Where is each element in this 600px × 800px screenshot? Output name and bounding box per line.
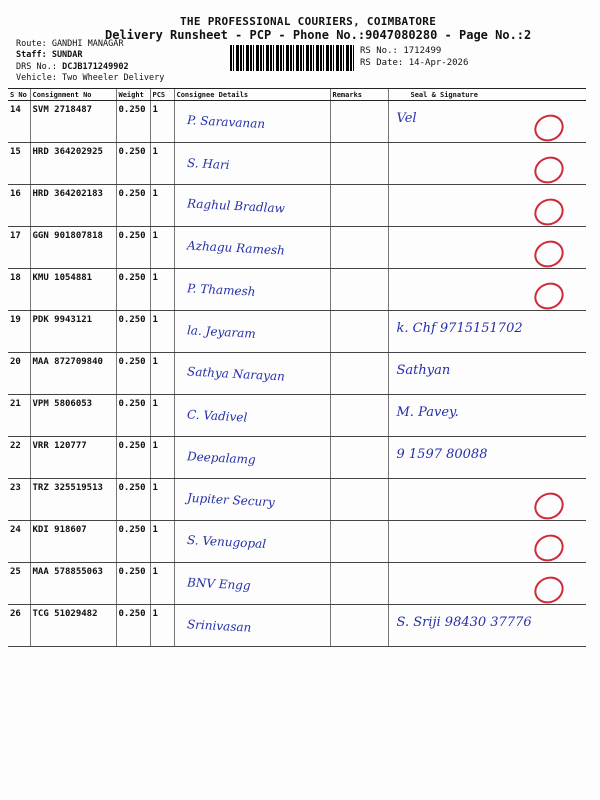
pcs-cell: 1 <box>150 311 174 353</box>
weight-cell: 0.250 <box>116 437 150 479</box>
consignee-cell <box>174 143 330 185</box>
pcs-cell: 1 <box>150 605 174 647</box>
table-row <box>8 101 586 143</box>
remarks-cell <box>330 563 388 605</box>
consignee-handwriting: Deepalamg <box>186 449 256 467</box>
sno-cell: 25 <box>8 563 30 605</box>
table-row <box>8 521 586 563</box>
signature-cell <box>388 395 586 437</box>
remarks-cell <box>330 311 388 353</box>
delivery-stamp <box>530 278 568 314</box>
consignment-cell: KDI 918607 <box>30 521 116 563</box>
sno-cell: 21 <box>8 395 30 437</box>
consignee-handwriting: S. Venugopal <box>186 532 266 552</box>
col-sno: S No <box>8 89 30 101</box>
sno-cell: 17 <box>8 227 30 269</box>
signature-cell <box>388 143 586 185</box>
remarks-cell <box>330 185 388 227</box>
col-pcs: PCS <box>150 89 174 101</box>
consignment-cell: KMU 1054881 <box>30 269 116 311</box>
col-consignee: Consignee Details <box>174 89 330 101</box>
consignment-cell: HRD 364202925 <box>30 143 116 185</box>
pcs-cell: 1 <box>150 521 174 563</box>
signature-cell <box>388 605 586 647</box>
header-row <box>8 89 586 101</box>
table-row <box>8 437 586 479</box>
weight-cell: 0.250 <box>116 563 150 605</box>
consignee-cell <box>174 269 330 311</box>
pcs-cell: 1 <box>150 269 174 311</box>
remarks-cell <box>330 479 388 521</box>
staff-line: Staff: SUNDAR <box>16 50 83 60</box>
route-line: Route: GANDHI MANAGAR <box>16 39 124 49</box>
drs-label: DRS No.: <box>16 62 57 72</box>
remarks-cell <box>330 395 388 437</box>
consignee-cell <box>174 227 330 269</box>
consignee-handwriting: la. Jeyaram <box>186 323 256 341</box>
table-row <box>8 605 586 647</box>
sno-cell: 26 <box>8 605 30 647</box>
consignee-handwriting: Azhagu Ramesh <box>186 238 285 258</box>
weight-cell: 0.250 <box>116 227 150 269</box>
col-remarks: Remarks <box>330 89 388 101</box>
table-row <box>8 227 586 269</box>
delivery-stamp <box>530 194 568 230</box>
sno-cell: 16 <box>8 185 30 227</box>
signature-cell <box>388 521 586 563</box>
weight-cell: 0.250 <box>116 143 150 185</box>
weight-cell: 0.250 <box>116 605 150 647</box>
table-row <box>8 143 586 185</box>
drs-line <box>16 62 129 72</box>
consignment-cell: GGN 901807818 <box>30 227 116 269</box>
delivery-stamp <box>530 236 568 272</box>
col-consignment: Consignment No <box>30 89 116 101</box>
sno-cell: 20 <box>8 353 30 395</box>
consignee-handwriting: Jupiter Secury <box>186 490 275 510</box>
runsheet-table <box>8 88 586 647</box>
col-weight: Weight <box>116 89 150 101</box>
remarks-cell <box>330 521 388 563</box>
sno-cell: 22 <box>8 437 30 479</box>
signature-cell <box>388 353 586 395</box>
consignee-handwriting: Sathya Narayan <box>186 364 285 384</box>
remarks-cell <box>330 605 388 647</box>
table-row <box>8 185 586 227</box>
pcs-cell: 1 <box>150 185 174 227</box>
weight-cell: 0.250 <box>116 479 150 521</box>
signature-handwriting: Vel <box>396 111 417 126</box>
consignee-handwriting: BNV Engg <box>186 575 251 593</box>
delivery-stamp <box>530 152 568 188</box>
rs-number: RS No.: 1712499 <box>360 46 442 56</box>
consignee-cell <box>174 479 330 521</box>
runsheet-subtitle: Delivery Runsheet - PCP - Phone No.:9047080280 - Page No.:2 <box>105 28 532 42</box>
consignment-cell: HRD 364202183 <box>30 185 116 227</box>
table-row <box>8 353 586 395</box>
sno-cell: 24 <box>8 521 30 563</box>
remarks-cell <box>330 353 388 395</box>
remarks-cell <box>330 143 388 185</box>
drs-number: DCJB171249902 <box>62 62 129 72</box>
company-title: THE PROFESSIONAL COURIERS, COIMBATORE <box>180 15 437 28</box>
pcs-cell: 1 <box>150 563 174 605</box>
consignee-cell <box>174 185 330 227</box>
pcs-cell: 1 <box>150 143 174 185</box>
consignee-handwriting: Srinivasan <box>186 617 252 635</box>
consignee-handwriting: C. Vadivel <box>186 407 248 425</box>
weight-cell: 0.250 <box>116 521 150 563</box>
delivery-stamp <box>530 530 568 566</box>
delivery-stamp <box>530 572 568 608</box>
table-row <box>8 563 586 605</box>
pcs-cell: 1 <box>150 227 174 269</box>
consignment-cell: VRR 120777 <box>30 437 116 479</box>
table-row <box>8 479 586 521</box>
sno-cell: 15 <box>8 143 30 185</box>
signature-handwriting: k. Chf 9715151702 <box>396 321 523 336</box>
rs-date: RS Date: 14-Apr-2026 <box>360 58 469 68</box>
sno-cell: 14 <box>8 101 30 143</box>
barcode <box>230 45 354 71</box>
signature-handwriting: 9 1597 80088 <box>396 447 488 462</box>
table-row <box>8 269 586 311</box>
consignee-handwriting: S. Hari <box>186 155 230 173</box>
weight-cell: 0.250 <box>116 353 150 395</box>
pcs-cell: 1 <box>150 395 174 437</box>
consignment-cell: TRZ 325519513 <box>30 479 116 521</box>
consignment-cell: VPM 5806053 <box>30 395 116 437</box>
signature-cell <box>388 437 586 479</box>
vehicle-line: Vehicle: Two Wheeler Delivery <box>16 73 165 83</box>
weight-cell: 0.250 <box>116 311 150 353</box>
delivery-stamp <box>530 110 568 146</box>
signature-handwriting: S. Sriji 98430 37776 <box>396 615 532 630</box>
signature-handwriting: Sathyan <box>396 363 451 378</box>
weight-cell: 0.250 <box>116 269 150 311</box>
signature-cell <box>388 311 586 353</box>
signature-cell <box>388 479 586 521</box>
consignee-cell <box>174 563 330 605</box>
signature-handwriting: M. Pavey. <box>396 405 459 420</box>
consignment-cell: TCG 51029482 <box>30 605 116 647</box>
remarks-cell <box>330 227 388 269</box>
consignee-cell <box>174 605 330 647</box>
table-row <box>8 311 586 353</box>
pcs-cell: 1 <box>150 101 174 143</box>
remarks-cell <box>330 269 388 311</box>
consignee-cell <box>174 353 330 395</box>
weight-cell: 0.250 <box>116 185 150 227</box>
col-signature: Seal & Signature <box>388 89 586 101</box>
weight-cell: 0.250 <box>116 395 150 437</box>
pcs-cell: 1 <box>150 479 174 521</box>
signature-cell <box>388 269 586 311</box>
consignment-cell: PDK 9943121 <box>30 311 116 353</box>
consignment-cell: MAA 872709840 <box>30 353 116 395</box>
consignment-cell: MAA 578855063 <box>30 563 116 605</box>
consignee-cell <box>174 101 330 143</box>
sno-cell: 18 <box>8 269 30 311</box>
consignee-cell <box>174 521 330 563</box>
consignee-handwriting: P. Thamesh <box>186 281 256 299</box>
delivery-stamp <box>530 488 568 524</box>
consignee-handwriting: Raghul Bradlaw <box>186 196 285 216</box>
remarks-cell <box>330 437 388 479</box>
consignee-cell <box>174 437 330 479</box>
signature-cell <box>388 101 586 143</box>
sno-cell: 23 <box>8 479 30 521</box>
sno-cell: 19 <box>8 311 30 353</box>
signature-cell <box>388 185 586 227</box>
table-row <box>8 395 586 437</box>
consignment-cell: SVM 2718487 <box>30 101 116 143</box>
consignee-cell <box>174 311 330 353</box>
signature-cell <box>388 227 586 269</box>
signature-cell <box>388 563 586 605</box>
pcs-cell: 1 <box>150 437 174 479</box>
remarks-cell <box>330 101 388 143</box>
consignee-handwriting: P. Saravanan <box>186 112 265 132</box>
pcs-cell: 1 <box>150 353 174 395</box>
weight-cell: 0.250 <box>116 101 150 143</box>
consignee-cell <box>174 395 330 437</box>
